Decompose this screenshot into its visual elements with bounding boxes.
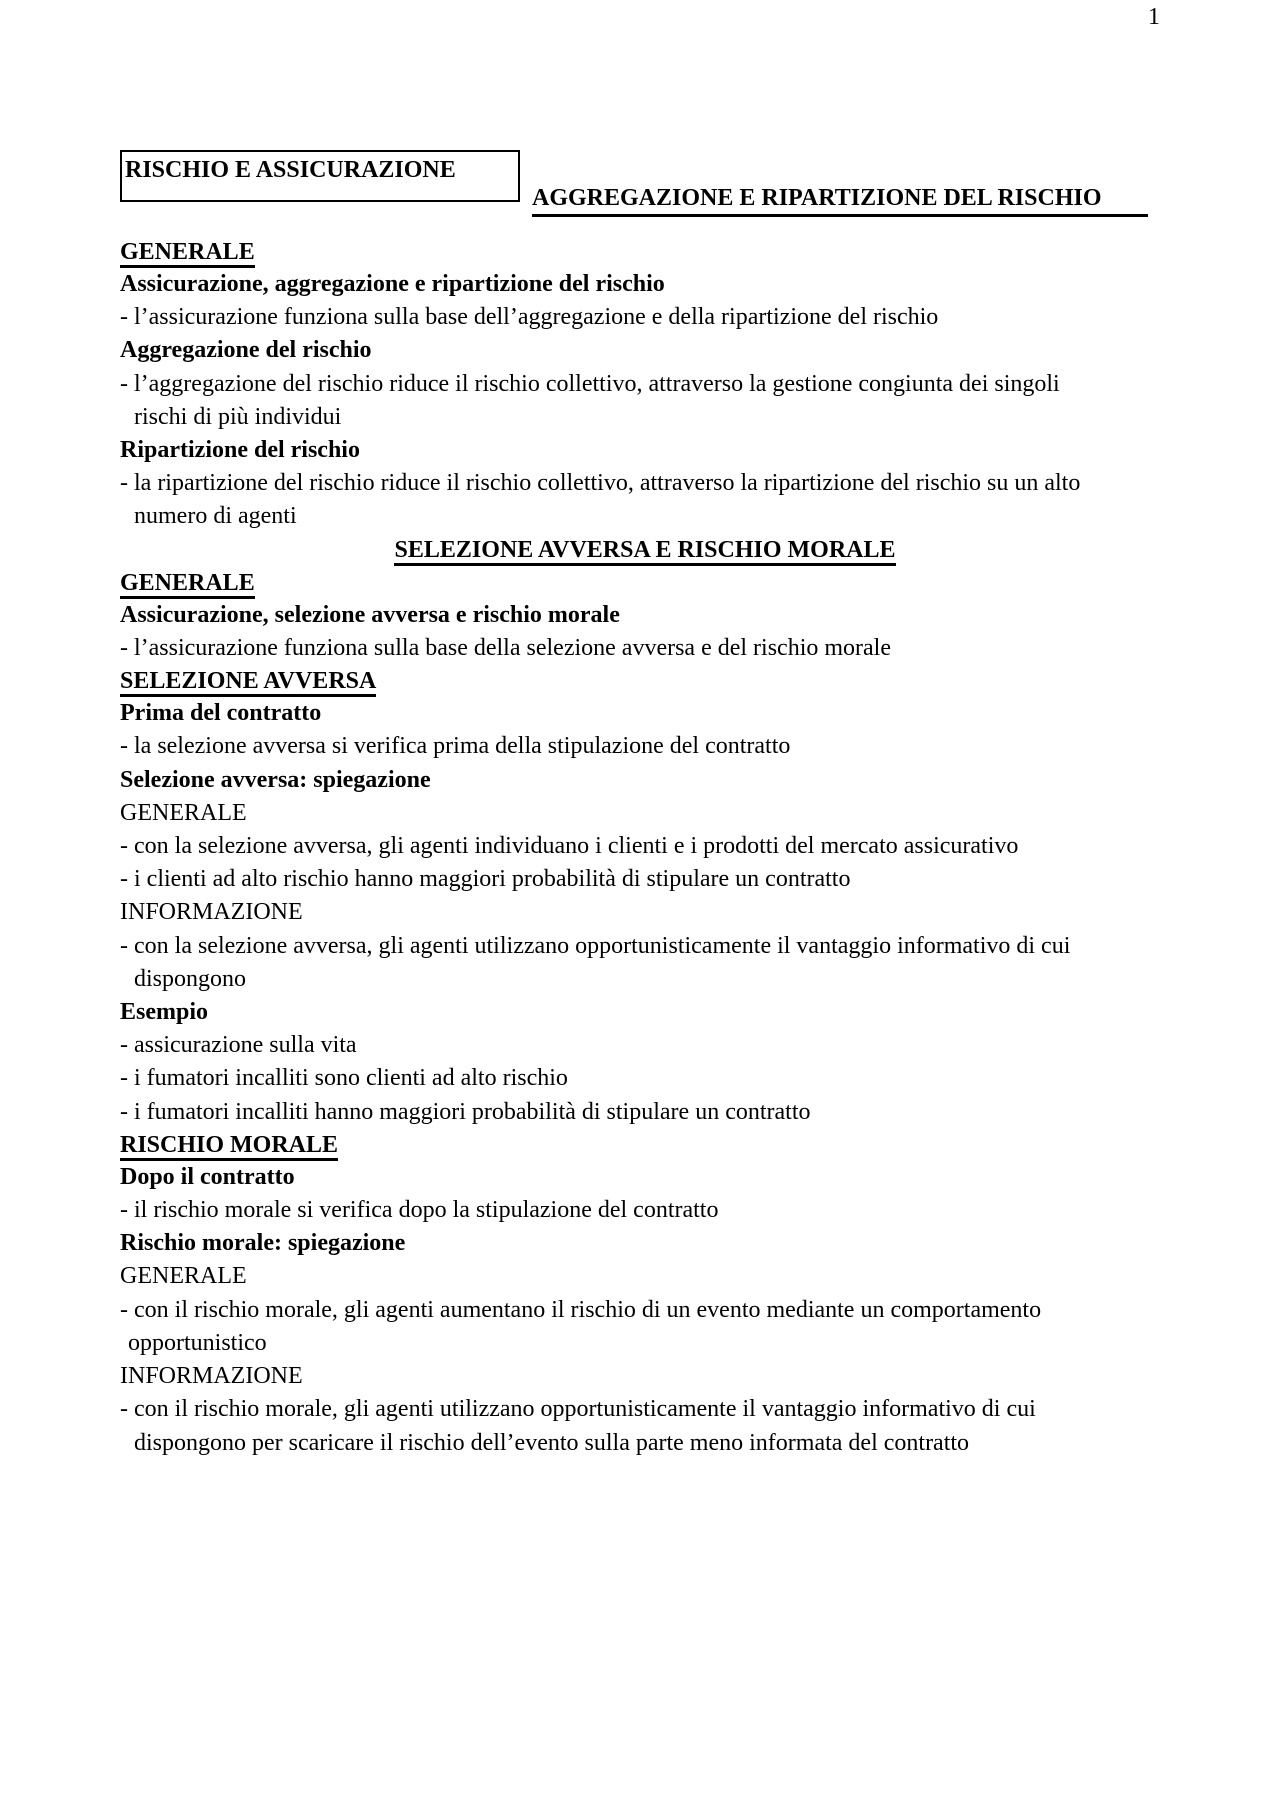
paragraph-line: - con la selezione avversa, gli agenti individuano i clienti e i prodotti del mercato assicurativo [120,833,1019,860]
paragraph-line: - l’assicurazione funziona sulla base dell’aggregazione e della ripartizione del rischio [120,304,939,331]
paragraph-line: dispongono per scaricare il rischio dell’evento sulla parte meno informata del contratto [134,1429,970,1456]
paragraph-line: - la ripartizione del rischio riduce il rischio collettivo, attraverso la ripartizione del rischio su un alto [120,470,1081,497]
document-title-box: RISCHIO E ASSICURAZIONE [120,150,520,202]
paragraph-line: - i fumatori incalliti hanno maggiori probabilità di stipulare un contratto [120,1098,811,1125]
heading-generale: GENERALE [120,236,1170,268]
paragraph-line: rischi di più individui [134,403,342,430]
section-title-aggregazione: AGGREGAZIONE E RIPARTIZIONE DEL RISCHIO [532,182,1148,217]
subheading: Dopo il contratto [120,1163,295,1190]
label-informazione: INFORMAZIONE [120,899,303,926]
subheading: Assicurazione, aggregazione e ripartizione del rischio [120,271,665,297]
document-body [120,236,1170,1460]
paragraph-line: - l’assicurazione funziona sulla base della selezione avversa e del rischio morale [120,635,891,662]
heading-selezione-avversa: SELEZIONE AVVERSA [120,665,1170,697]
paragraph-line: - assicurazione sulla vita [120,1032,357,1059]
paragraph-line: - i clienti ad alto rischio hanno maggiori probabilità di stipulare un contratto [120,866,851,893]
paragraph-line: - il rischio morale si verifica dopo la stipulazione del contratto [120,1197,719,1224]
subheading: Aggregazione del rischio [120,337,372,364]
paragraph-line: - con il rischio morale, gli agenti utilizzano opportunisticamente il vantaggio informativo di cui [120,1396,1036,1423]
subheading: Assicurazione, selezione avversa e rischio morale [120,601,620,628]
paragraph-line: - i fumatori incalliti sono clienti ad alto rischio [120,1065,568,1092]
subheading: Prima del contratto [120,700,322,727]
label-informazione: INFORMAZIONE [120,1363,303,1390]
page-number: 1 [1148,4,1160,30]
paragraph-line: - l’aggregazione del rischio riduce il rischio collettivo, attraverso la gestione congiunta dei singoli [120,370,1060,397]
paragraph-line: dispongono [134,965,247,992]
paragraph-line: - con il rischio morale, gli agenti aumentano il rischio di un evento mediante un comportamento [120,1296,1042,1323]
section-title-selezione: SELEZIONE AVVERSA E RISCHIO MORALE [120,534,1170,567]
label-generale: GENERALE [120,1263,247,1290]
paragraph-line: - con la selezione avversa, gli agenti utilizzano opportunisticamente il vantaggio informativo di cui [120,932,1071,959]
paragraph-line: opportunistico [128,1329,267,1356]
subheading: Esempio [120,999,209,1026]
paragraph-line: numero di agenti [134,503,297,530]
heading-generale: GENERALE [120,567,1170,599]
subheading: Ripartizione del rischio [120,437,360,464]
subheading: Rischio morale: spiegazione [120,1230,406,1257]
label-generale: GENERALE [120,799,247,826]
paragraph-line: - la selezione avversa si verifica prima della stipulazione del contratto [120,733,791,760]
heading-rischio-morale: RISCHIO MORALE [120,1129,1170,1161]
subheading: Selezione avversa: spiegazione [120,766,431,793]
